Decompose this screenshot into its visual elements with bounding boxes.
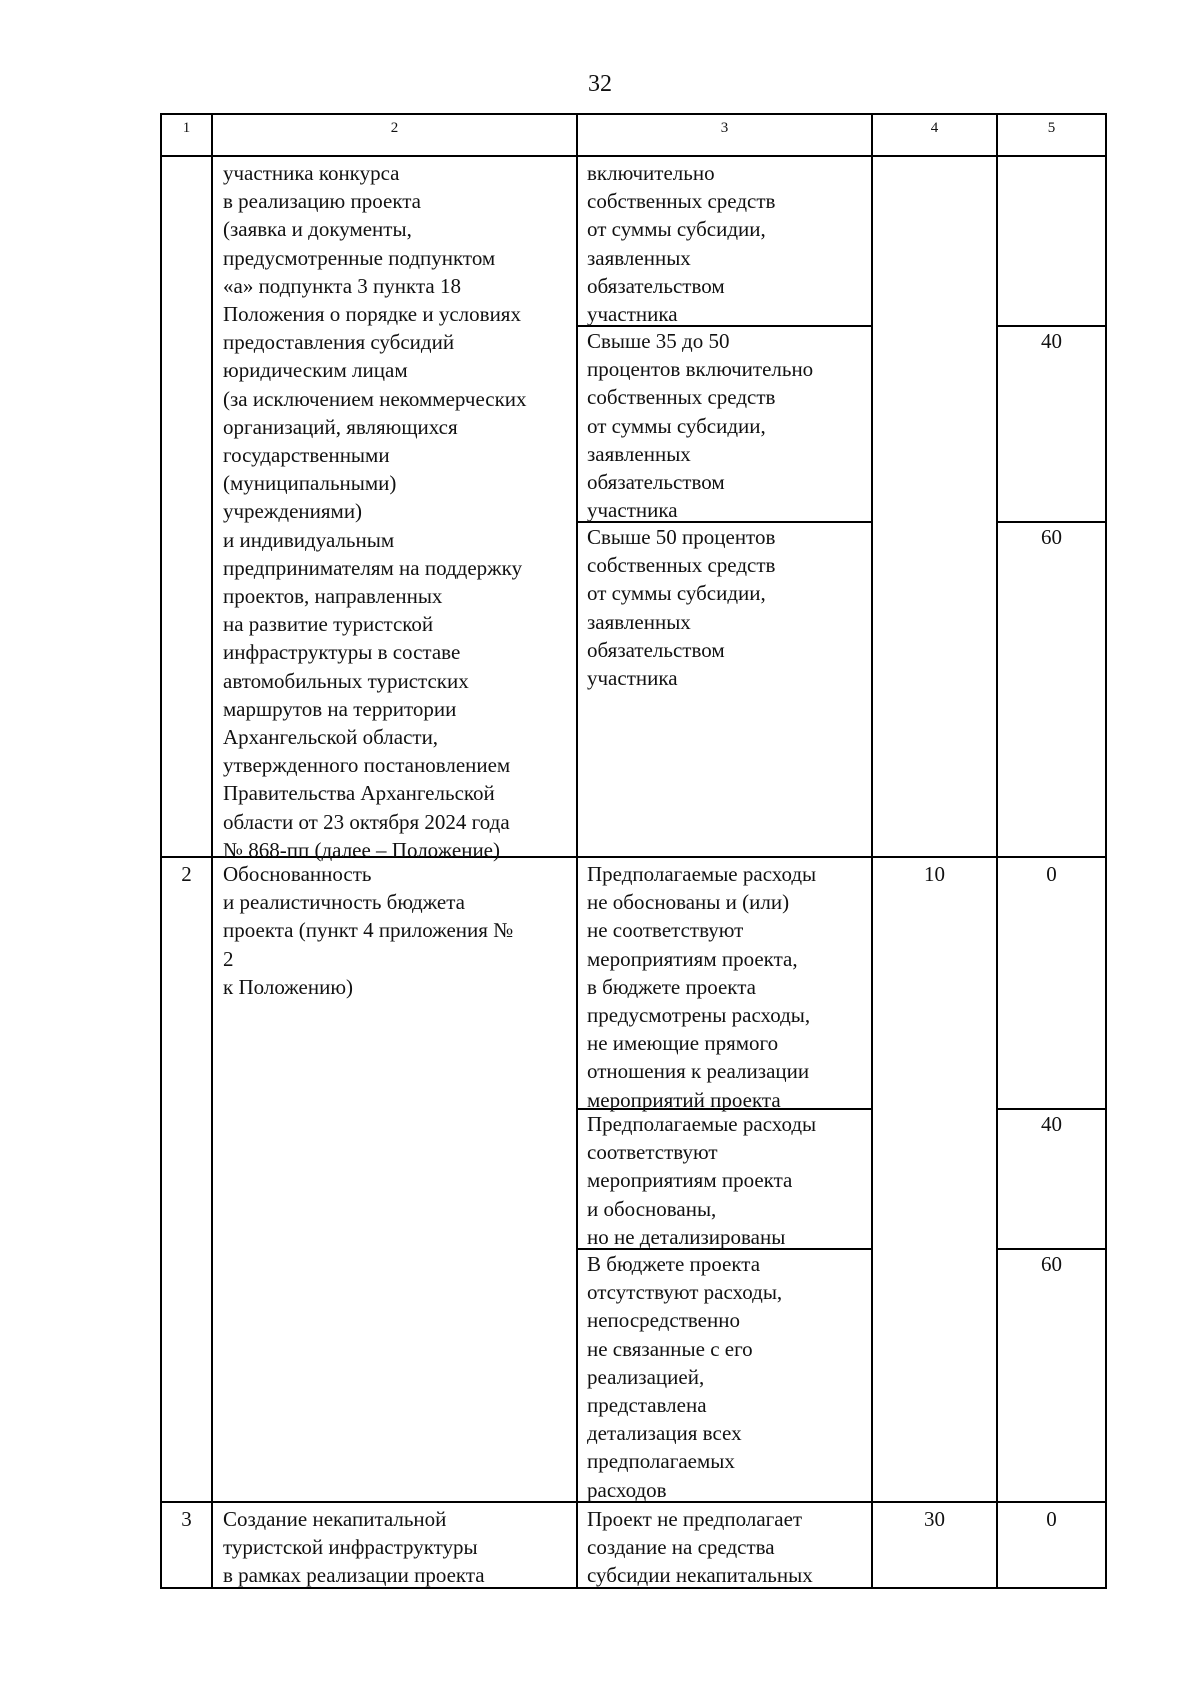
row-number: 3 <box>181 1507 192 1531</box>
header-divider <box>160 155 1107 157</box>
page-number: 32 <box>588 71 612 97</box>
column-divider-1 <box>211 113 213 1589</box>
column-header: 2 <box>390 120 399 136</box>
criterion-description: Обоснованность и реалистичность бюджета проекта (пункт 4 приложения № 2 к Положению) <box>223 862 514 999</box>
criterion-value: Свыше 50 процентов собственных средств от суммы субсидии, заявленных обязательством участника <box>587 525 776 691</box>
criterion-score: 40 <box>1041 329 1062 353</box>
criterion-weight: 30 <box>924 1507 945 1531</box>
criterion-description: участника конкурса в реализацию проекта (заявка и документы, предусмотренные подпунктом «а» подпункта 3 пункта 18 Положения о порядке и условиях предоставления субсидий юридическим лицам (за исключением некоммерческих организаций, являющихся государственными (муниципальными) учреждениями) и индивидуальным предпринимателям на поддержку проектов, направленных на развитие туристской инфраструктуры в составе автомобильных туристских маршрутов на территории Архангельской области, утвержденного постановлением Правительства Архангельской области от 23 октября 2024 года № 868-пп (далее – Положение) <box>223 161 527 862</box>
criterion-score: 60 <box>1041 525 1062 549</box>
criterion-value: Свыше 35 до 50 процентов включительно собственных средств от суммы субсидии, заявленных обязательством участника <box>587 329 814 523</box>
column-header: 3 <box>720 120 729 136</box>
criterion-weight: 10 <box>924 862 945 886</box>
table-border-left <box>160 113 162 1589</box>
column-header: 5 <box>1047 120 1056 136</box>
criterion-value: Предполагаемые расходы соответствуют мероприятиям проекта и обоснованы, но не детализированы <box>587 1112 817 1249</box>
criterion-description: Создание некапитальной туристской инфраструктуры в рамках реализации проекта <box>223 1507 485 1588</box>
table-border-right <box>1105 113 1107 1589</box>
column-header: 4 <box>930 120 939 136</box>
criterion-score: 40 <box>1041 1112 1062 1136</box>
table-border-top <box>160 113 1107 115</box>
criterion-score: 0 <box>1046 1507 1057 1531</box>
column-divider-3 <box>871 113 873 1589</box>
column-divider-2 <box>576 113 578 1589</box>
criterion-value: Предполагаемые расходы не обоснованы и (или) не соответствуют мероприятиям проекта, в бюджете проекта предусмотрены расходы, не имеющие прямого отношения к реализации мероприятий проекта <box>587 862 817 1112</box>
criterion-score: 0 <box>1046 862 1057 886</box>
column-header: 1 <box>182 120 191 136</box>
criterion-value: Проект не предполагает создание на средства субсидии некапитальных <box>587 1507 813 1588</box>
row-number: 2 <box>181 862 192 886</box>
criterion-score: 60 <box>1041 1252 1062 1276</box>
criterion-value: В бюджете проекта отсутствуют расходы, непосредственно не связанные с его реализацией, представлена детализация всех предполагаемых расходов <box>587 1252 783 1502</box>
criterion-value: включительно собственных средств от суммы субсидии, заявленных обязательством участника <box>587 161 776 327</box>
